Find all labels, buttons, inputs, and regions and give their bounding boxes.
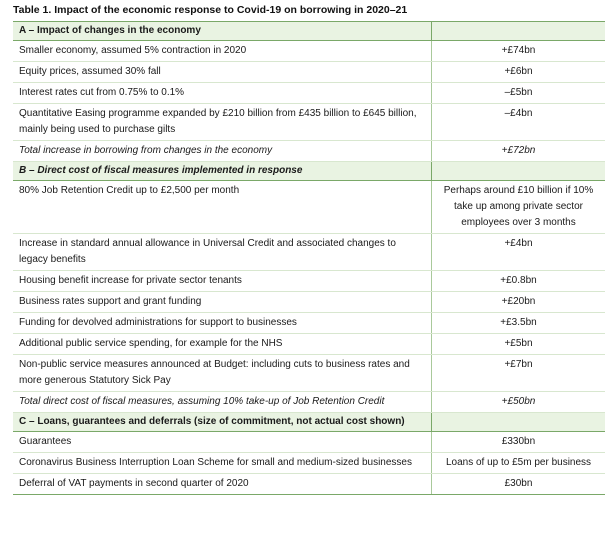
row-label: Total increase in borrowing from changes in the economy xyxy=(13,141,432,162)
row-value: +£0.8bn xyxy=(432,271,606,292)
row-value: +£7bn xyxy=(432,355,606,392)
section-heading: B – Direct cost of fiscal measures implemented in response xyxy=(13,162,432,181)
table-row xyxy=(13,453,605,474)
row-value: +£20bn xyxy=(432,292,606,313)
section-value-cell xyxy=(432,162,606,181)
row-label: Funding for devolved administrations for support to businesses xyxy=(13,313,432,334)
table-row xyxy=(13,41,605,62)
table-row xyxy=(13,432,605,453)
row-label: Deferral of VAT payments in second quarter of 2020 xyxy=(13,474,432,495)
row-label: Increase in standard annual allowance in Universal Credit and associated changes to legacy benefits xyxy=(13,234,432,271)
row-label: Equity prices, assumed 30% fall xyxy=(13,62,432,83)
row-label: Smaller economy, assumed 5% contraction in 2020 xyxy=(13,41,432,62)
row-label: Total direct cost of fiscal measures, assuming 10% take-up of Job Retention Credit xyxy=(13,392,432,413)
row-label: Non-public service measures announced at Budget: including cuts to business rates and more generous Statutory Sick Pay xyxy=(13,355,432,392)
row-label: Housing benefit increase for private sector tenants xyxy=(13,271,432,292)
table-row xyxy=(13,62,605,83)
row-value: +£74bn xyxy=(432,41,606,62)
row-value: Loans of up to £5m per business xyxy=(432,453,606,474)
row-value: +£5bn xyxy=(432,334,606,355)
total-row xyxy=(13,141,605,162)
row-value: +£4bn xyxy=(432,234,606,271)
row-value: £30bn xyxy=(432,474,606,495)
row-label: Coronavirus Business Interruption Loan Scheme for small and medium-sized businesses xyxy=(13,453,432,474)
row-label: Guarantees xyxy=(13,432,432,453)
row-value: +£50bn xyxy=(432,392,606,413)
section-heading: A – Impact of changes in the economy xyxy=(13,22,432,41)
table-row xyxy=(13,234,605,271)
row-value: –£5bn xyxy=(432,83,606,104)
section-header-b xyxy=(13,162,605,181)
row-value: +£6bn xyxy=(432,62,606,83)
total-row xyxy=(13,392,605,413)
row-label: Business rates support and grant funding xyxy=(13,292,432,313)
row-label: Additional public service spending, for example for the NHS xyxy=(13,334,432,355)
section-heading: C – Loans, guarantees and deferrals (size of commitment, not actual cost shown) xyxy=(13,413,432,432)
table-row xyxy=(13,334,605,355)
table-row xyxy=(13,474,605,495)
table-row xyxy=(13,271,605,292)
row-value: +£72bn xyxy=(432,141,606,162)
table-row xyxy=(13,83,605,104)
table-row xyxy=(13,181,605,234)
row-value: Perhaps around £10 billion if 10% take up among private sector employees over 3 months xyxy=(432,181,606,234)
table-row xyxy=(13,292,605,313)
section-value-cell xyxy=(432,413,606,432)
borrowing-impact-table xyxy=(13,21,605,495)
row-value: +£3.5bn xyxy=(432,313,606,334)
table-row xyxy=(13,355,605,392)
table-caption: Table 1. Impact of the economic response to Covid-19 on borrowing in 2020–21 xyxy=(13,4,408,16)
row-value: £330bn xyxy=(432,432,606,453)
section-value-cell xyxy=(432,22,606,41)
table-row xyxy=(13,104,605,141)
section-header-c xyxy=(13,413,605,432)
row-label: 80% Job Retention Credit up to £2,500 per month xyxy=(13,181,432,234)
section-header-a xyxy=(13,22,605,41)
table-row xyxy=(13,313,605,334)
row-value: –£4bn xyxy=(432,104,606,141)
row-label: Quantitative Easing programme expanded by £210 billion from £435 billion to £645 billion, mainly being used to purchase gilts xyxy=(13,104,432,141)
row-label: Interest rates cut from 0.75% to 0.1% xyxy=(13,83,432,104)
